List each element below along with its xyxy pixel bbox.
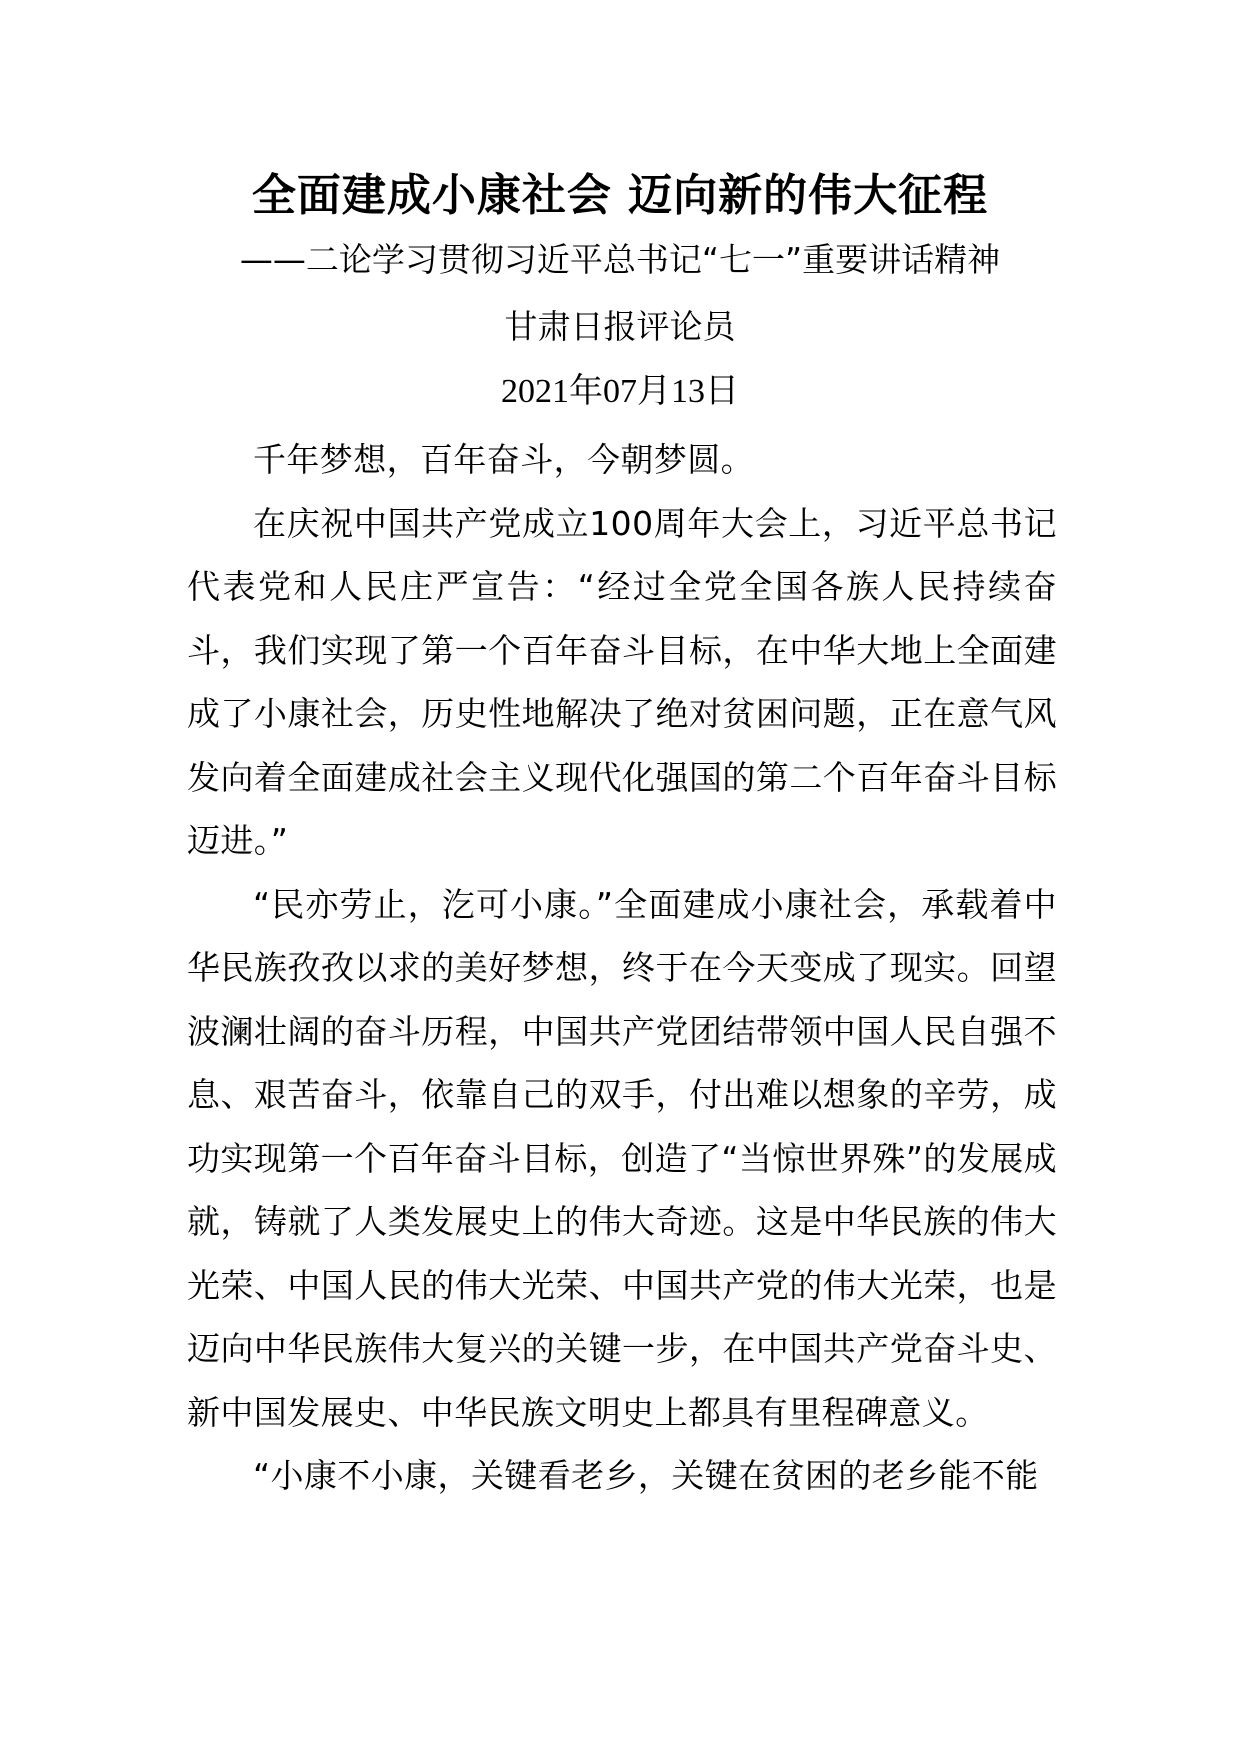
article-body xyxy=(187,428,1057,1508)
article-date: 2021年07月13日 xyxy=(501,373,739,410)
article-author: 甘肃日报评论员 xyxy=(504,307,736,346)
body-paragraph: “民亦劳止，汔可小康。”全面建成小康社会，承载着中华民族孜孜以求的美好梦想，终于在今天变成了现实。回望波澜壮阔的奋斗历程，中国共产党团结带领中国人民自强不息、艰苦奋斗，依靠自己的双手，付出难以想象的辛劳，成功实现第一个百年奋斗目标，创造了“当惊世界殊”的发展成就，铸就了人类发展史上的伟大奇迹。这是中华民族的伟大光荣、中国人民的伟大光荣、中国共产党的伟大光荣，也是迈向中华民族伟大复兴的关键一步，在中国共产党奋斗史、新中国发展史、中华民族文明史上都具有里程碑意义。 xyxy=(187,884,1057,1432)
body-paragraph: 在庆祝中国共产党成立100周年大会上，习近平总书记代表党和人民庄严宣告：“经过全党全国各族人民持续奋斗，我们实现了第一个百年奋斗目标，在中华大地上全面建成了小康社会，历史性地解决了绝对贫困问题，正在意气风发向着全面建成社会主义现代化强国的第二个百年奋斗目标迈进。” xyxy=(187,503,1057,860)
article-subtitle: ——二论学习贯彻习近平总书记“七一”重要讲话精神 xyxy=(239,240,1001,279)
body-paragraph: 千年梦想，百年奋斗，今朝梦圆。 xyxy=(253,440,754,479)
body-paragraph: “小康不小康，关键看老乡，关键在贫困的老乡能不能 xyxy=(253,1456,1039,1495)
article-title: 全面建成小康社会 迈向新的伟大征程 xyxy=(251,170,989,221)
